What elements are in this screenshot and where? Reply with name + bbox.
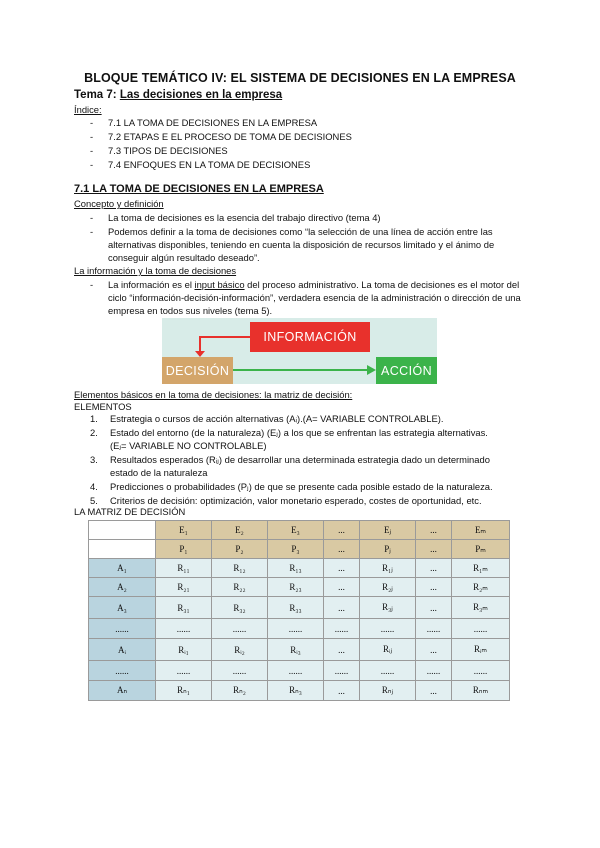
matrix-row-label: A₃: [89, 597, 156, 619]
matrix-cell: ......: [416, 619, 452, 639]
matrix-cell: ......: [360, 619, 416, 639]
matrix-header-e: E₁: [156, 521, 212, 540]
section-heading: 7.1 LA TOMA DE DECISIONES EN LA EMPRESA: [74, 183, 324, 195]
matrix-cell: ...: [324, 681, 360, 701]
tema-heading: [74, 89, 282, 101]
elemento-item-cont: estado de la naturaleza: [110, 467, 208, 478]
matrix-cell: R₁ⱼ: [360, 559, 416, 578]
matrix-cell: R₃₁: [156, 597, 212, 619]
elemento-item-cont: (Eⱼ= VARIABLE NO CONTROLABLE): [110, 440, 267, 451]
indice-item: - 7.3 TIPOS DE DECISIONES: [90, 145, 228, 156]
matrix-row-label: Aₙ: [89, 681, 156, 701]
matrix-cell: R₃₂: [212, 597, 268, 619]
matrix-cell: ...: [416, 559, 452, 578]
matrix-cell: R₁₁: [156, 559, 212, 578]
matrix-cell: ...: [416, 597, 452, 619]
matrix-cell: ......: [156, 661, 212, 681]
matrix-header-p: P₁: [156, 540, 212, 559]
matrix-corner: [89, 521, 156, 540]
matrix-header-e: E₂: [212, 521, 268, 540]
matrix-cell: ......: [268, 661, 324, 681]
matrix-corner: [89, 540, 156, 559]
matrix-cell: Rᵢ₂: [212, 639, 268, 661]
matrix-cell: Rᵢ₃: [268, 639, 324, 661]
matrix-row-label: A₂: [89, 578, 156, 597]
matrix-cell: ...: [416, 681, 452, 701]
matrix-cell: R₂ₘ: [452, 578, 510, 597]
diagram-arrows: [162, 318, 437, 384]
elemento-item: 2. Estado del entorno (de la naturaleza) (Eⱼ) a los que se enfrentan las estrategia alternativas.: [90, 427, 488, 438]
matrix-header-e: E₃: [268, 521, 324, 540]
matrix-cell: Rₙ₁: [156, 681, 212, 701]
elemento-item: 5. Criterios de decisión: optimización, valor monetario esperado, costes de oportunidad, etc.: [90, 495, 482, 506]
matrix-cell: R₁₃: [268, 559, 324, 578]
matrix-cell: Rₙ₂: [212, 681, 268, 701]
matrix-row: [89, 597, 510, 619]
matrix-cell: ...: [324, 559, 360, 578]
matrix-cell: ...: [416, 578, 452, 597]
matrix-cell: ......: [416, 661, 452, 681]
matrix-cell: Rₙ₃: [268, 681, 324, 701]
page-title: BLOQUE TEMÁTICO IV: EL SISTEMA DE DECISIONES EN LA EMPRESA: [84, 71, 516, 85]
matrix-cell: Rₙⱼ: [360, 681, 416, 701]
matrix-body: [89, 559, 510, 701]
tema-name: Las decisiones en la empresa: [119, 89, 283, 101]
matrix-row-label: ......: [89, 619, 156, 639]
matrix-header-e: ...: [324, 521, 360, 540]
indice-list: [90, 117, 352, 173]
matrix-cell: ...: [416, 639, 452, 661]
matrix-cell: Rₙₘ: [452, 681, 510, 701]
matrix-row-label: ......: [89, 661, 156, 681]
matrix-cell: ...: [324, 639, 360, 661]
concepto-label: Concepto y definición: [74, 198, 164, 209]
informacion-box: INFORMACIÓN: [250, 322, 370, 352]
matrix-header-e: Eₘ: [452, 521, 510, 540]
decision-matrix: [88, 520, 510, 701]
matrix-cell: Rᵢₘ: [452, 639, 510, 661]
arrowhead-decision: [195, 351, 205, 357]
dash-mark: -: [90, 212, 94, 223]
indice-item: - 7.4 ENFOQUES EN LA TOMA DE DECISIONES: [90, 159, 311, 170]
arrowhead-accion: [367, 365, 376, 375]
concepto-item: La toma de decisiones es la esencia del trabajo directivo (tema 4): [108, 212, 381, 223]
matrix-cell: ...: [324, 597, 360, 619]
matrix-cell: ...: [324, 578, 360, 597]
matrix-row-label: A₁: [89, 559, 156, 578]
matrix-row: [89, 661, 510, 681]
indice-label: Índice:: [74, 104, 102, 115]
matrix-cell: ......: [452, 619, 510, 639]
matrix-cell: R₃ⱼ: [360, 597, 416, 619]
input-basico-term: input básico: [194, 279, 245, 290]
matrix-header-p: ...: [324, 540, 360, 559]
accion-box: ACCIÓN: [376, 357, 437, 384]
indice-item: - 7.1 LA TOMA DE DECISIONES EN LA EMPRESA: [90, 117, 318, 128]
info-decision-diagram: [162, 318, 437, 384]
matrix-cell: R₂₂: [212, 578, 268, 597]
matrix-cell: ......: [212, 661, 268, 681]
indice-item: - 7.2 ETAPAS E EL PROCESO DE TOMA DE DECISIONES: [90, 131, 352, 142]
matrix-header-e: Eⱼ: [360, 521, 416, 540]
elementos-title: ELEMENTOS: [74, 401, 132, 412]
info-paragraph: La información es el input básico del proceso administrativo. La toma de decisiones es el motor del ciclo “información-decisión-información”, verdadera esencia de la administración o dirección de una empresa en todos sus niveles (tema 5).: [108, 279, 521, 316]
matrix-cell: ......: [212, 619, 268, 639]
matrix-cell: R₁ₘ: [452, 559, 510, 578]
dash-mark: -: [90, 226, 94, 237]
info-label: La información y la toma de decisiones: [74, 265, 237, 276]
elemento-item: 4. Predicciones o probabilidades (Pⱼ) de que se presente cada posible estado de la naturaleza.: [90, 481, 493, 492]
tema-prefix: Tema 7:: [74, 89, 120, 101]
matrix-row: [89, 578, 510, 597]
matriz-label: LA MATRIZ DE DECISIÓN: [74, 506, 186, 517]
matrix-cell: R₃₃: [268, 597, 324, 619]
concepto-item: Podemos definir a la toma de decisiones como “la selección de una línea de acción entre las alternativas disponibles, teniendo en cuenta la disposición de recursos limitado y el ánimo de conseguir algún resultado deseado”.: [108, 226, 495, 263]
matrix-header-p: P₃: [268, 540, 324, 559]
matrix-cell: R₂ⱼ: [360, 578, 416, 597]
matrix-cell: R₂₁: [156, 578, 212, 597]
matrix-cell: Rᵢⱼ: [360, 639, 416, 661]
matrix-cell: ......: [360, 661, 416, 681]
matrix-row-label: Aᵢ: [89, 639, 156, 661]
matrix-cell: ......: [156, 619, 212, 639]
matrix-header-e: ...: [416, 521, 452, 540]
arrow-info-to-decision: [200, 337, 250, 353]
matrix-cell: R₃ₘ: [452, 597, 510, 619]
elementos-list: [90, 413, 493, 509]
matrix-cell: ......: [324, 619, 360, 639]
decision-box: DECISIÓN: [162, 357, 233, 384]
matrix-cell: ......: [268, 619, 324, 639]
matrix-header-p: Pₘ: [452, 540, 510, 559]
dash-mark: -: [90, 279, 94, 290]
elementos-label: Elementos básicos en la toma de decisiones: la matriz de decisión:: [74, 389, 353, 400]
matrix-cell: R₂₃: [268, 578, 324, 597]
matrix-header-p: ...: [416, 540, 452, 559]
matrix-cell: R₁₂: [212, 559, 268, 578]
matrix-cell: ......: [324, 661, 360, 681]
matrix-header-p: P₂: [212, 540, 268, 559]
matrix-cell: Rᵢ₁: [156, 639, 212, 661]
elemento-item: 1. Estrategia o cursos de acción alternativas (Aᵢ).(A= VARIABLE CONTROLABLE).: [90, 413, 444, 424]
matrix-cell: ......: [452, 661, 510, 681]
matrix-row: [89, 639, 510, 661]
matrix-header-p: Pⱼ: [360, 540, 416, 559]
matrix-row: [89, 619, 510, 639]
matrix-row: [89, 559, 510, 578]
matrix-row: [89, 681, 510, 701]
elemento-item: 3. Resultados esperados (Rᵢⱼ) de desarrollar una determinada estrategia dado un determinado: [90, 454, 490, 465]
